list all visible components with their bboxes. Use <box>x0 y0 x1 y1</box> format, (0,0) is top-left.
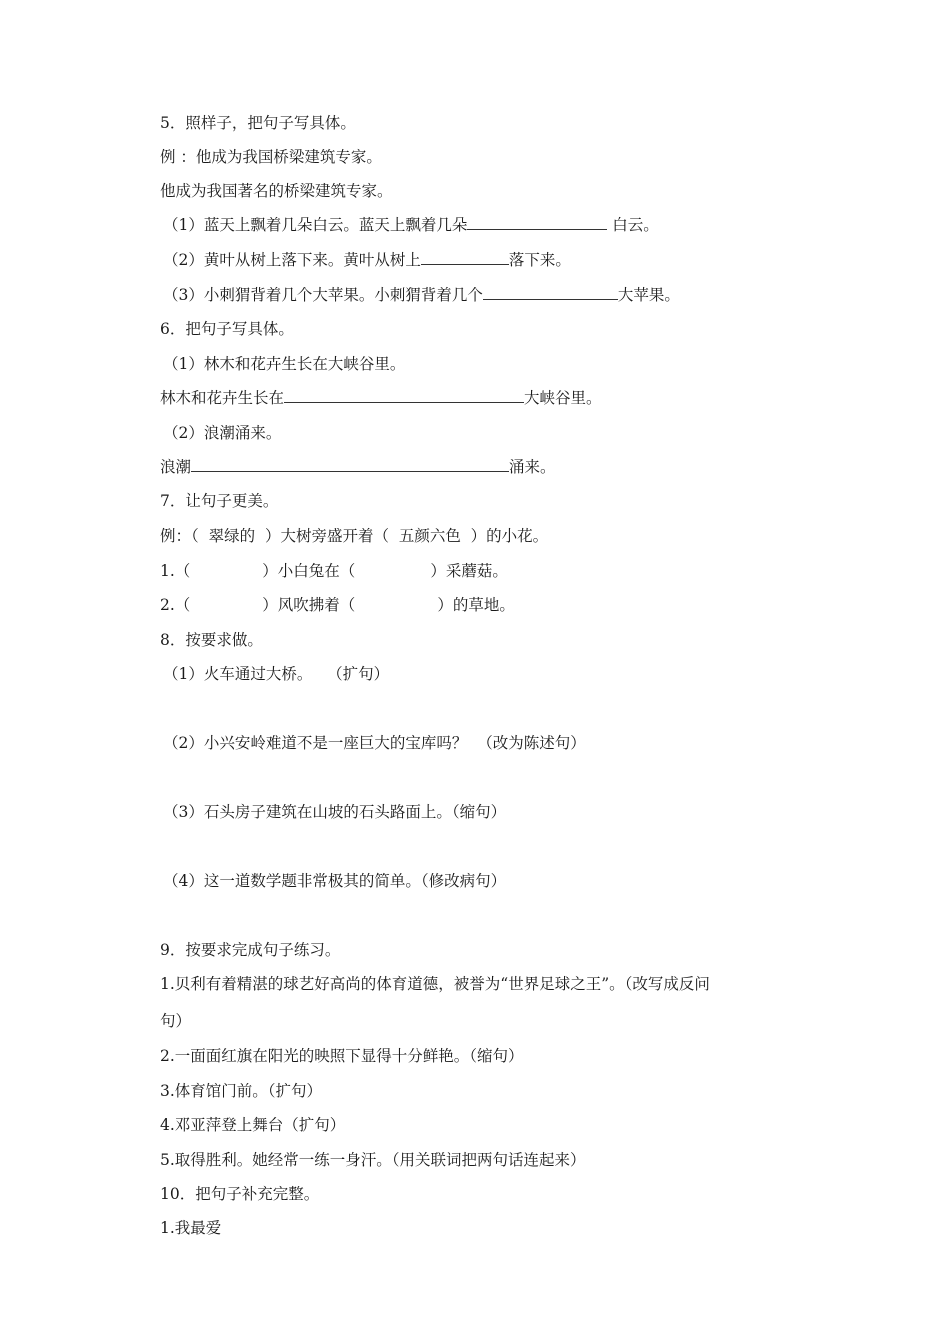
q8-item-1: （1）火车通过大桥。 （扩句） <box>163 665 390 683</box>
q6-item-1-answer: 林木和花卉生长在 大峡谷里。 <box>160 389 602 407</box>
q5-item-2: （2）黄叶从树上落下来。黄叶从树上 落下来。 <box>163 251 571 269</box>
q8-title: 8．按要求做。 <box>160 631 263 649</box>
q10-title: 10．把句子补充完整。 <box>160 1185 320 1203</box>
q6-title: 6．把句子写具体。 <box>160 320 294 338</box>
q5-example: 例 ：他成为我国桥梁建筑专家。 <box>160 148 382 166</box>
q8-item-4: （4）这一道数学题非常极其的简单。（修改病句） <box>163 872 507 890</box>
answer-blank[interactable] <box>483 285 618 300</box>
q9-item-2: 2.一面面红旗在阳光的映照下显得十分鲜艳。（缩句） <box>160 1047 524 1065</box>
q10-item-1: 1.我最爱 <box>160 1219 222 1237</box>
q5-example-answer: 他成为我国著名的桥梁建筑专家。 <box>160 182 393 200</box>
q9-item-1-cont: 句） <box>160 1012 192 1030</box>
q7-example: 例：（ 翠绿的 ）大树旁盛开着（ 五颜六色 ）的小花。 <box>160 527 549 545</box>
q9-item-5: 5.取得胜利。她经常一练一身汗。（用关联词把两句话连起来） <box>160 1151 586 1169</box>
q6-item-2: （2）浪潮涌来。 <box>163 424 282 442</box>
q8-item-3: （3）石头房子建筑在山坡的石头路面上。（缩句） <box>163 803 507 821</box>
answer-blank[interactable] <box>467 215 607 230</box>
answer-blank[interactable] <box>421 250 509 265</box>
q5-title: 5．照样子，把句子写具体。 <box>160 114 356 132</box>
answer-blank[interactable] <box>284 388 524 403</box>
q5-item-3: （3）小刺猬背着几个大苹果。小刺猬背着几个 大苹果。 <box>163 286 680 304</box>
q9-item-4: 4.邓亚萍登上舞台（扩句） <box>160 1116 346 1134</box>
q8-item-2: （2）小兴安岭难道不是一座巨大的宝库吗？ （改为陈述句） <box>163 734 586 752</box>
q7-item-1: 1.（ ）小白兔在（ ）采蘑菇。 <box>160 562 508 580</box>
answer-blank[interactable] <box>191 457 509 472</box>
q7-item-2: 2.（ ）风吹拂着（ ）的草地。 <box>160 596 515 614</box>
q6-item-1: （1）林木和花卉生长在大峡谷里。 <box>163 355 406 373</box>
q5-item-1: （1）蓝天上飘着几朵白云。蓝天上飘着几朵 白云。 <box>163 216 659 234</box>
q6-item-2-answer: 浪潮 涌来。 <box>160 458 556 476</box>
q7-title: 7．让句子更美。 <box>160 492 279 510</box>
q9-title: 9．按要求完成句子练习。 <box>160 941 341 959</box>
q9-item-3: 3.体育馆门前。（扩句） <box>160 1082 323 1100</box>
q9-item-1: 1.贝利有着精湛的球艺好高尚的体育道德，被誉为“世界足球之王”。（改写成反问 <box>160 975 710 993</box>
